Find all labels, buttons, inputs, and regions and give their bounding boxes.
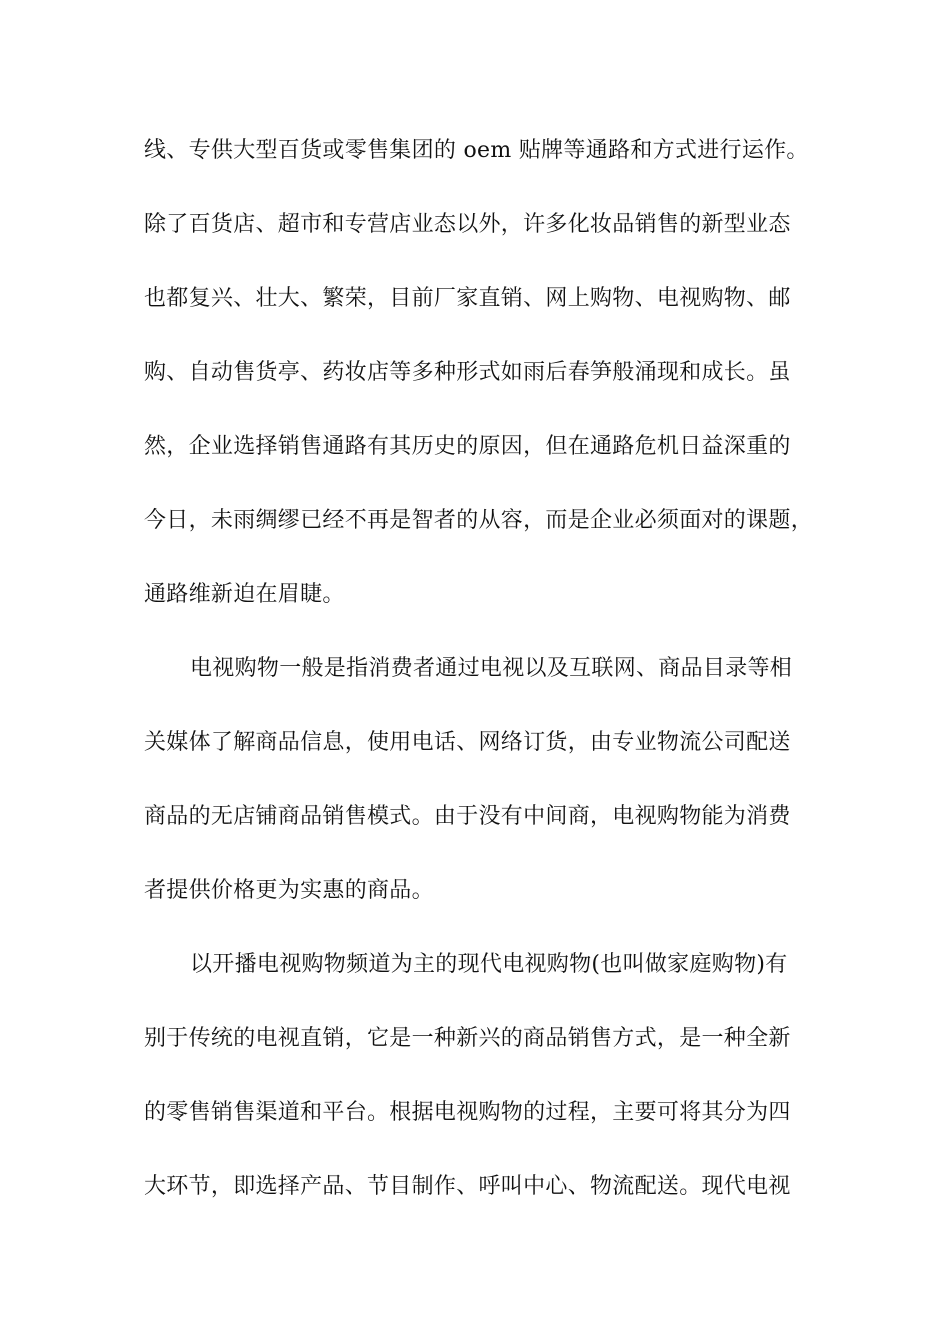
text-line: 购、自动售货亭、药妆店等多种形式如雨后春笋般涌现和成长。虽: [144, 360, 791, 385]
text-line: 今日，未雨绸缪已经不再是智者的从容，而是企业必须面对的课题，: [144, 508, 814, 533]
text-line: 也都复兴、壮大、繁荣，目前厂家直销、网上购物、电视购物、邮: [144, 286, 791, 311]
text-line: 电视购物一般是指消费者通过电视以及互联网、商品目录等相: [190, 656, 793, 681]
text-line: 商品的无店铺商品销售模式。由于没有中间商，电视购物能为消费: [144, 804, 791, 829]
text-line: 以开播电视购物频道为主的现代电视购物(也叫做家庭购物)有: [190, 952, 788, 977]
text-line: 者提供价格更为实惠的商品。: [144, 878, 434, 903]
text-line: 别于传统的电视直销，它是一种新兴的商品销售方式，是一种全新: [144, 1026, 791, 1051]
text-line: 关媒体了解商品信息，使用电话、网络订货，由专业物流公司配送: [144, 730, 791, 755]
text-line: 线、专供大型百货或零售集团的 oem 贴牌等通路和方式进行运作。: [144, 138, 809, 163]
text-line: 除了百货店、超市和专营店业态以外，许多化妆品销售的新型业态: [144, 212, 791, 237]
text-line: 大环节，即选择产品、节目制作、呼叫中心、物流配送。现代电视: [144, 1174, 791, 1199]
text-line: 通路维新迫在眉睫。: [144, 582, 345, 607]
text-line: 的零售销售渠道和平台。根据电视购物的过程，主要可将其分为四: [144, 1100, 791, 1125]
text-line: 然，企业选择销售通路有其历史的原因，但在通路危机日益深重的: [144, 434, 791, 459]
